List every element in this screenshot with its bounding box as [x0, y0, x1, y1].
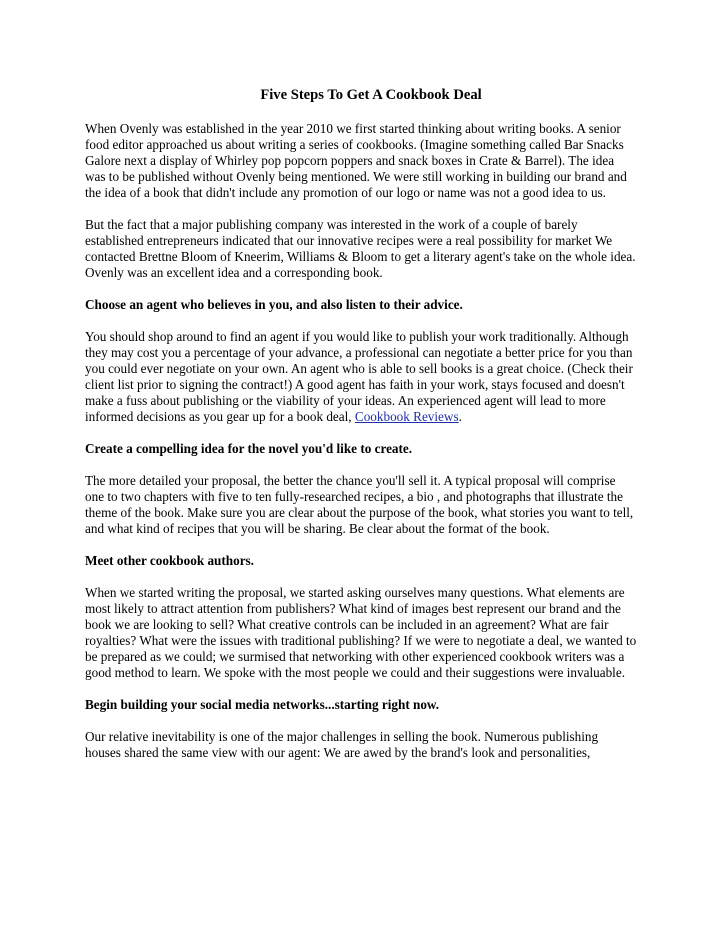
section-heading-authors: Meet other cookbook authors.	[85, 553, 254, 568]
section-heading-social-media: Begin building your social media networks...starting right now.	[85, 697, 440, 712]
paragraph-agent-text: You should shop around to find an agent if you would like to publish your work traditionally. Although they may cost you a percentage of your advance, a professional can negotiate a better price for you than you could ever negotiate on your own. An agent who is able to sell books is a great choice. (Check their client list prior to signing the contract!) A good agent has faith in your work, stays focused and doesn't make a fuss about publishing or the viability of your ideas. An experienced agent will lead to more informed decisions as you gear up for a book deal,	[85, 329, 633, 424]
document-title: Five Steps To Get A Cookbook Deal	[260, 87, 482, 103]
paragraph-inevitability: Our relative inevitability is one of the major challenges in selling the book. Numerous publishing houses shared the same view with our agent: We are awed by the brand's look and personalities,	[85, 729, 599, 760]
document-page	[85, 86, 637, 777]
section-heading-idea: Create a compelling idea for the novel you'd like to create.	[85, 441, 413, 456]
paragraph-agent-end: .	[458, 409, 462, 424]
paragraph-publishing-interest: But the fact that a major publishing company was interested in the work of a couple of barely established entrepreneurs indicated that our innovative recipes were a real possibility for market We contacted Brettne Bloom of Kneerim, Williams & Bloom to get a literary agent's take on the whole idea. Ovenly was an excellent idea and a corresponding book.	[85, 217, 636, 280]
paragraph-agent	[85, 329, 637, 425]
cookbook-reviews-link[interactable]: Cookbook Reviews	[354, 409, 459, 424]
paragraph-intro: When Ovenly was established in the year 2010 we first started thinking about writing books. A senior food editor approached us about writing a series of cookbooks. (Imagine something called Bar Snacks Galore next a display of Whirley pop popcorn poppers and snack boxes in Crate & Barrel). The idea was to be published without Ovenly being mentioned. We were still working in building our brand and the idea of a book that didn't include any promotion of our logo or name was not a good idea to us.	[85, 121, 627, 200]
section-heading-agent: Choose an agent who believes in you, and also listen to their advice.	[85, 297, 463, 312]
paragraph-proposal: The more detailed your proposal, the better the chance you'll sell it. A typical proposal will comprise one to two chapters with five to ten fully-researched recipes, a bio , and photographs that illustrate the theme of the book. Make sure you are clear about the purpose of the book, what stories you want to tell, and what kind of recipes that you will be sharing. Be clear about the format of the book.	[85, 473, 634, 536]
paragraph-networking: When we started writing the proposal, we started asking ourselves many questions. What elements are most likely to attract attention from publishers? What kind of images best represent our brand and the book we are looking to sell? What creative controls can be included in an agreement? What are fair royalties? What were the issues with traditional publishing? If we were to negotiate a deal, we wanted to be prepared as we could; we surmised that networking with other experienced cookbook writers was a good method to learn. We spoke with the most people we could and their suggestions were invaluable.	[85, 585, 637, 680]
